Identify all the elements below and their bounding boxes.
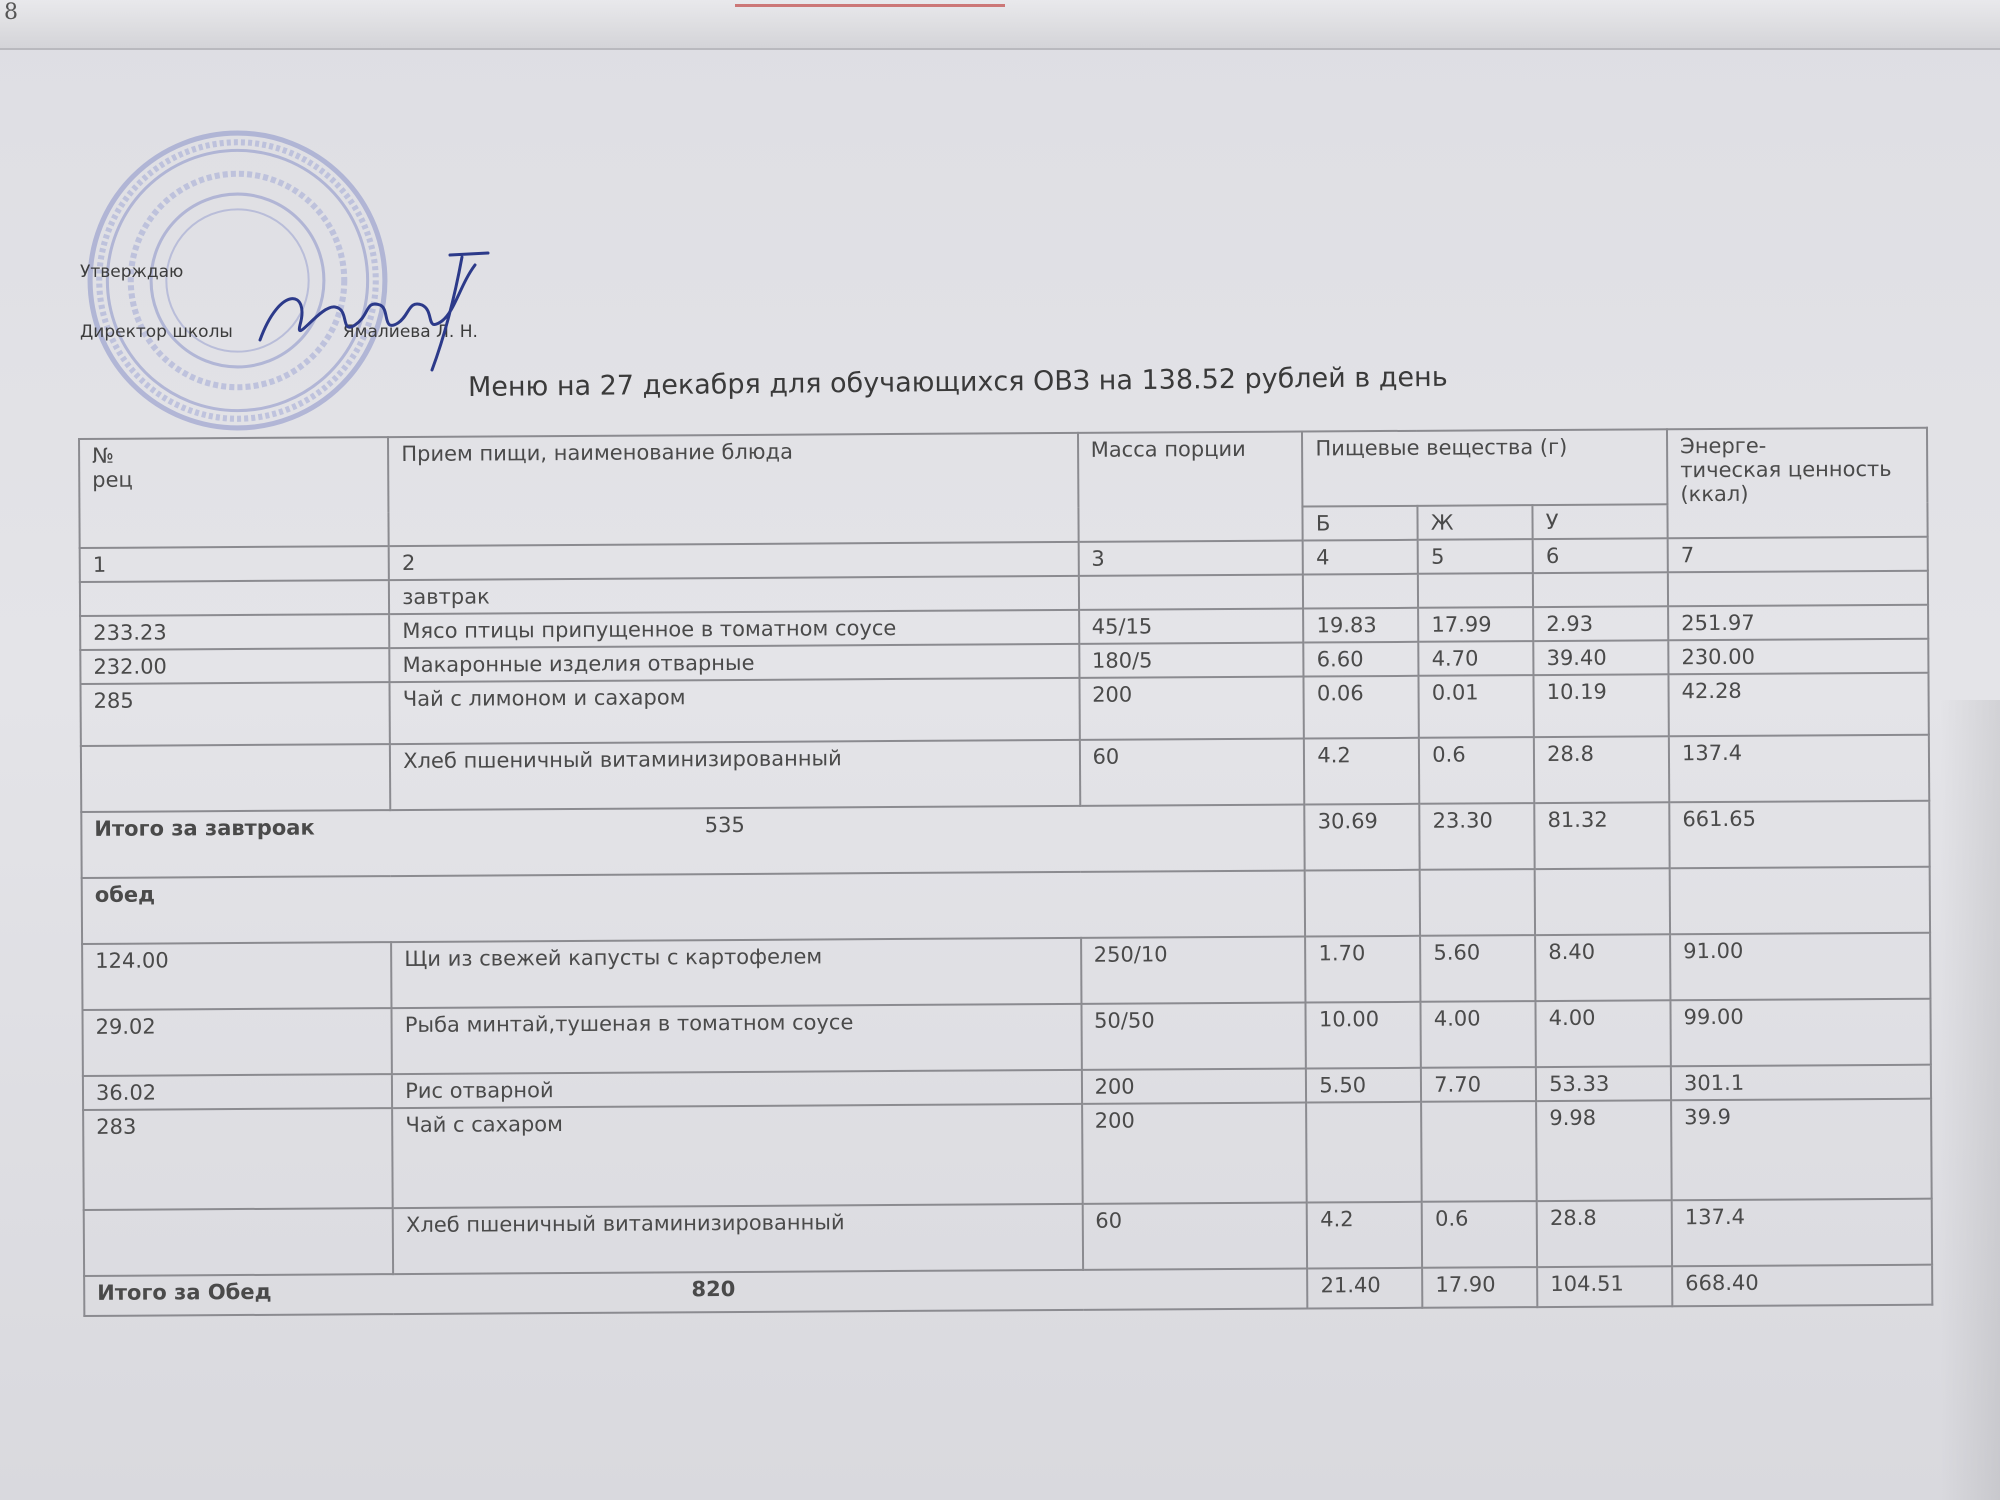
- fat-cell: 17.99: [1418, 607, 1533, 642]
- energy-cell: 91.00: [1670, 933, 1930, 1001]
- protein-cell: 4.2: [1304, 738, 1419, 805]
- carbs-cell: 4.00: [1536, 1000, 1671, 1067]
- header-protein: Б: [1303, 506, 1418, 541]
- energy-cell: 301.1: [1671, 1065, 1931, 1101]
- total-carbs: 81.32: [1534, 802, 1669, 869]
- header-mass: Масса порции: [1078, 432, 1303, 542]
- carbs-cell: 28.8: [1534, 736, 1669, 803]
- total-carbs: 104.51: [1537, 1266, 1672, 1307]
- page-corner-number: 8: [4, 0, 18, 25]
- protein-cell: 5.50: [1306, 1068, 1421, 1103]
- table-row: [82, 999, 1930, 1076]
- table-row: [81, 673, 1929, 746]
- total-protein: 30.69: [1305, 804, 1420, 871]
- recipe-cell: 233.23: [80, 614, 389, 650]
- protein-cell: [1306, 1102, 1421, 1203]
- lunch-label: обед: [82, 871, 1306, 944]
- total-label: Итого за Обед: [97, 1279, 272, 1305]
- mass-cell: 200: [1081, 1069, 1306, 1104]
- carbs-cell: 53.33: [1536, 1066, 1671, 1101]
- red-mark-line: [735, 4, 1005, 7]
- recipe-cell: 29.02: [82, 1008, 392, 1076]
- dish-cell: Хлеб пшеничный витаминизированный: [393, 1204, 1083, 1274]
- total-label-cell: [81, 805, 1305, 878]
- dish-cell: Рыба минтай,тушеная в томатном соусе: [392, 1004, 1082, 1074]
- cell: [1418, 573, 1533, 608]
- energy-cell: 251.97: [1668, 605, 1928, 641]
- dish-cell: Чай с лимоном и сахаром: [390, 678, 1080, 744]
- approve-label: Утверждаю: [80, 262, 184, 282]
- total-label: Итого за завтроак: [94, 815, 315, 841]
- recipe-cell: 283: [83, 1108, 393, 1210]
- protein-cell: 19.83: [1303, 608, 1418, 643]
- cell: [1535, 868, 1670, 935]
- carbs-cell: 39.40: [1533, 640, 1668, 675]
- fat-cell: 4.00: [1421, 1001, 1536, 1068]
- cell: [1078, 575, 1303, 610]
- protein-cell: 0.06: [1304, 676, 1419, 739]
- header-row: [79, 428, 1927, 514]
- col-number: 7: [1668, 537, 1928, 573]
- energy-cell: 42.28: [1669, 673, 1929, 737]
- recipe-cell: [81, 744, 391, 812]
- paper-shadow: [1940, 700, 2000, 1500]
- protein-cell: 1.70: [1305, 936, 1420, 1003]
- table-row: [82, 933, 1930, 1010]
- recipe-cell: 232.00: [80, 648, 389, 684]
- cell: [1303, 574, 1418, 609]
- energy-cell: 99.00: [1671, 999, 1931, 1067]
- table-row: [81, 735, 1929, 812]
- mass-cell: 60: [1082, 1203, 1307, 1270]
- energy-cell: 39.9: [1671, 1099, 1932, 1201]
- dish-cell: Мясо птицы припущенное в томатном соусе: [389, 610, 1079, 648]
- fat-cell: 0.6: [1422, 1201, 1537, 1268]
- total-mass: 535: [704, 812, 745, 838]
- col-number: 4: [1303, 540, 1418, 575]
- total-mass: 820: [691, 1277, 736, 1302]
- dish-cell: Рис отварной: [392, 1070, 1082, 1108]
- director-name: Ямалиева Л. Н.: [342, 322, 478, 342]
- director-signature: [250, 245, 490, 375]
- col-number: 6: [1533, 538, 1668, 573]
- carbs-cell: 2.93: [1533, 606, 1668, 641]
- menu-title: Меню на 27 декабря для обучающихся ОВЗ на 138.52 рублей в день: [467, 361, 1448, 403]
- recipe-cell: 285: [81, 682, 391, 746]
- mass-cell: 250/10: [1081, 937, 1306, 1004]
- total-energy: 668.40: [1672, 1265, 1932, 1307]
- carbs-cell: 28.8: [1537, 1200, 1672, 1267]
- fat-cell: 0.6: [1419, 737, 1534, 804]
- energy-cell: 137.4: [1672, 1199, 1932, 1267]
- fat-cell: [1421, 1101, 1536, 1202]
- carbs-cell: 9.98: [1536, 1100, 1671, 1201]
- breakfast-total-row: [81, 801, 1929, 878]
- dish-cell: Хлеб пшеничный витаминизированный: [390, 740, 1080, 810]
- menu-table: [78, 427, 1933, 1317]
- protein-cell: 4.2: [1307, 1202, 1422, 1269]
- total-fat: 23.30: [1420, 803, 1535, 870]
- energy-cell: 230.00: [1668, 639, 1928, 675]
- col-number: 2: [389, 542, 1079, 580]
- protein-cell: 10.00: [1306, 1002, 1421, 1069]
- fat-cell: 7.70: [1421, 1067, 1536, 1102]
- dish-cell: Чай с сахаром: [392, 1104, 1082, 1208]
- table-row: [83, 1099, 1932, 1210]
- mass-cell: 180/5: [1079, 643, 1304, 678]
- header-nutrients: Пищевые вещества (г): [1302, 429, 1667, 506]
- cell: [1670, 867, 1930, 935]
- cell: [1420, 869, 1535, 936]
- breakfast-label: завтрак: [389, 576, 1079, 614]
- underlying-page-strip: [0, 0, 2000, 50]
- total-fat: 17.90: [1422, 1267, 1537, 1308]
- header-carbs: У: [1533, 504, 1668, 539]
- cell: [80, 580, 389, 616]
- mass-cell: 200: [1079, 677, 1304, 740]
- protein-cell: 6.60: [1304, 642, 1419, 677]
- dish-cell: Макаронные изделия отварные: [389, 644, 1079, 682]
- fat-cell: 0.01: [1419, 675, 1534, 738]
- col-number: 3: [1078, 541, 1303, 576]
- recipe-cell: 124.00: [82, 942, 392, 1010]
- total-protein: 21.40: [1307, 1268, 1422, 1309]
- mass-cell: 45/15: [1079, 609, 1304, 644]
- cell: [1533, 572, 1668, 607]
- cell: [1668, 571, 1928, 607]
- table-row: [84, 1199, 1932, 1276]
- fat-cell: 4.70: [1419, 641, 1534, 676]
- mass-cell: 50/50: [1081, 1003, 1306, 1070]
- col-number: 1: [80, 546, 389, 582]
- energy-cell: 137.4: [1669, 735, 1929, 803]
- director-label: Директор школы: [80, 322, 233, 342]
- header-energy: Энерге- тическая ценность (ккал): [1667, 428, 1928, 539]
- carbs-cell: 8.40: [1535, 934, 1670, 1001]
- carbs-cell: 10.19: [1534, 674, 1669, 737]
- mass-cell: 60: [1079, 739, 1304, 806]
- header-dish: Прием пищи, наименование блюда: [388, 433, 1078, 546]
- total-label-cell: [84, 1269, 1308, 1316]
- recipe-cell: 36.02: [83, 1074, 392, 1110]
- recipe-cell: [84, 1208, 394, 1276]
- cell: [1305, 870, 1420, 937]
- fat-cell: 5.60: [1420, 935, 1535, 1002]
- header-fat: Ж: [1418, 505, 1533, 540]
- total-energy: 661.65: [1669, 801, 1929, 869]
- col-number: 5: [1418, 539, 1533, 574]
- lunch-section-row: [82, 867, 1930, 944]
- mass-cell: 200: [1082, 1103, 1307, 1204]
- dish-cell: Щи из свежей капусты с картофелем: [391, 938, 1081, 1008]
- header-recipe-number: № рец: [79, 437, 389, 548]
